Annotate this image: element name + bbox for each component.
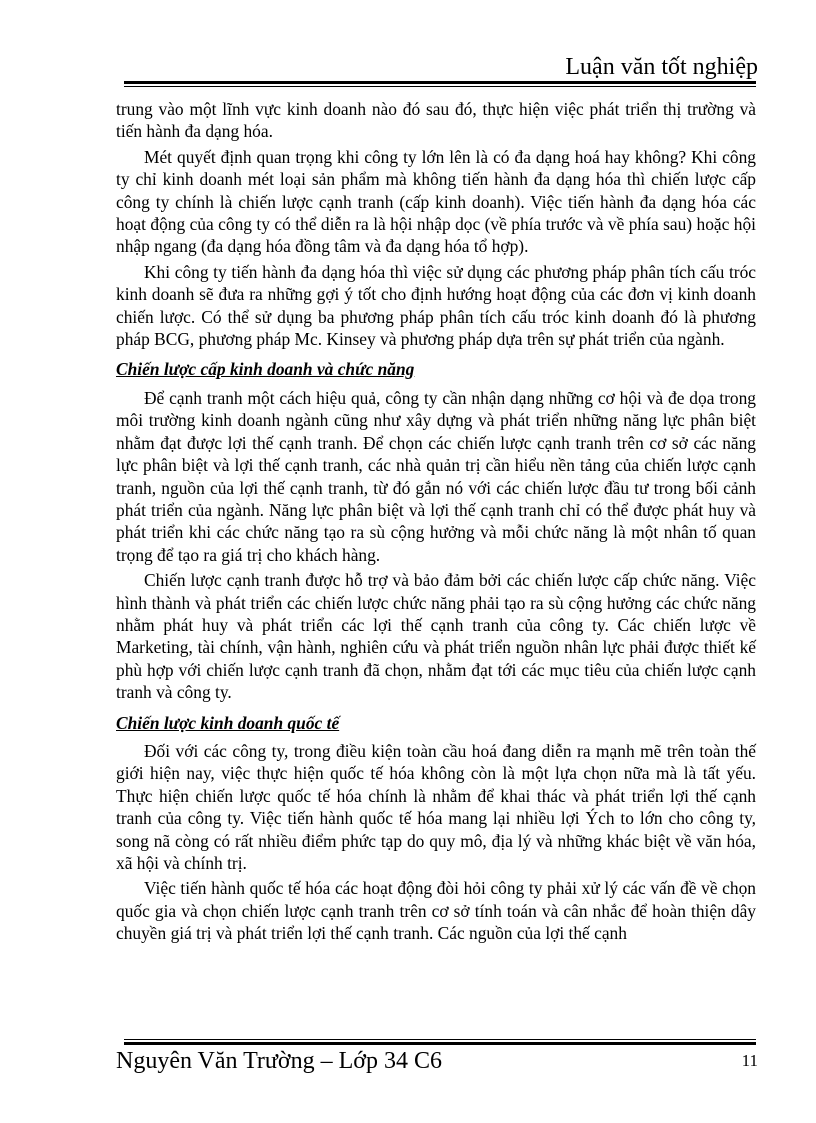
paragraph-5: Chiến lược cạnh tranh được hỗ trợ và bảo đảm bởi các chiến lược cấp chức năng. Việc hình thành và phát triển các chiến lược chức năng phải tạo ra sù cộng hưởng các chức năng nhằm phát huy và phát triển các lợi thế cạnh tranh của công ty. Các chiến lược về Marketing, tài chính, vận hành, nghiên cứu và phát triển nguồn nhân lực phải được thiết kế phù hợp với chiến lược cạnh tranh đã chọn, nhằm đạt tới các mục tiêu của chiến lược cạnh tranh và công ty. [116,570,756,703]
paragraph-4: Để cạnh tranh một cách hiệu quả, công ty cần nhận dạng những cơ hội và đe dọa trong môi trường kinh doanh ngành cũng như xây dựng và phát triển những năng lực phân biệt nhằm đạt được lợi thế cạnh tranh. Để chọn các chiến lược cạnh tranh trên cơ sở các năng lực phân biệt và lợi thế cạnh tranh, các nhà quản trị cần hiểu nền tảng của chiến lược cạnh tranh, nguồn của lợi thế cạnh tranh, từ đó gắn nó với các chiến lược đầu tư trong bối cảnh phát triển của ngành. Năng lực phân biệt và lợi thế cạnh tranh chỉ có thể được phát huy và phát triển khi các chức năng tạo ra sù cộng hưởng và mỗi chức năng là một nhân tố quan trọng để tạo ra giá trị cho khách hàng. [116,387,756,565]
footer-rule-thin [124,1039,756,1040]
header-rule-thin [124,86,756,87]
page-body [116,98,756,948]
footer-author: Nguyên Văn Trường – Lớp 34 C6 [116,1048,442,1074]
paragraph-3: Khi công ty tiến hành đa dạng hóa thì việc sử dụng các phương pháp phân tích cấu tróc kinh doanh sẽ đưa ra những gợi ý tốt cho định hướng hoạt động của các đơn vị kinh doanh chiến lược. Có thể sử dụng ba phương pháp phân tích cấu tróc kinh doanh đó là phương pháp BCG, phương pháp Mc. Kinsey và phương pháp dựa trên sự phát triển của ngành. [116,261,756,350]
header-rule-thick [124,81,756,84]
section-heading-business-strategy: Chiến lược cấp kinh doanh và chức năng [116,359,415,380]
paragraph-1: trung vào một lĩnh vực kinh doanh nào đó sau đó, thực hiện việc phát triển thị trường và tiến hành đa dạng hóa. [116,99,756,142]
header-title: Luận văn tốt nghiệp [565,54,758,80]
paragraph-7: Việc tiến hành quốc tế hóa các hoạt động đòi hỏi công ty phải xử lý các vấn đề về chọn quốc gia và chọn chiến lược cạnh tranh trên cơ sở tính toán và cân nhắc để hoàn thiện dây chuyền giá trị và phát triển lợi thế cạnh tranh. Các nguồn của lợi thế cạnh [116,878,756,944]
section-heading-international-strategy: Chiến lược kinh doanh quốc tế [116,712,340,733]
footer-rule-thick [124,1042,756,1045]
paragraph-2: Mét quyết định quan trọng khi công ty lớn lên là có đa dạng hoá hay không? Khi công ty chỉ kinh doanh mét loại sản phẩm mà không tiến hành đa dạng hóa thì chiến lược cấp công ty chính là chiến lược cạnh tranh (cấp kinh doanh). Việc tiến hành đa dạng hóa các hoạt động của công ty có thể diễn ra là hội nhập dọc (về phía trước và về phía sau) hoặc hội nhập ngang (đa dạng hóa đồng tâm và đa dạng hóa tổ hợp). [116,146,756,257]
paragraph-6: Đối với các công ty, trong điều kiện toàn cầu hoá đang diễn ra mạnh mẽ trên toàn thế giới hiện nay, việc thực hiện quốc tế hóa không còn là một lựa chọn nữa mà là tất yếu. Thực hiện chiến lược quốc tế hóa chính là nhằm để khai thác và phát triển lợi thế cạnh tranh của công ty. Việc tiến hành quốc tế hóa mang lại nhiều lợi Ých to lớn cho công ty, song nã còng có rất nhiều điểm phức tạp do quy mô, địa lý và những khác biệt về văn hóa, xã hội và chính trị. [116,740,756,873]
page-number: 11 [741,1051,758,1070]
